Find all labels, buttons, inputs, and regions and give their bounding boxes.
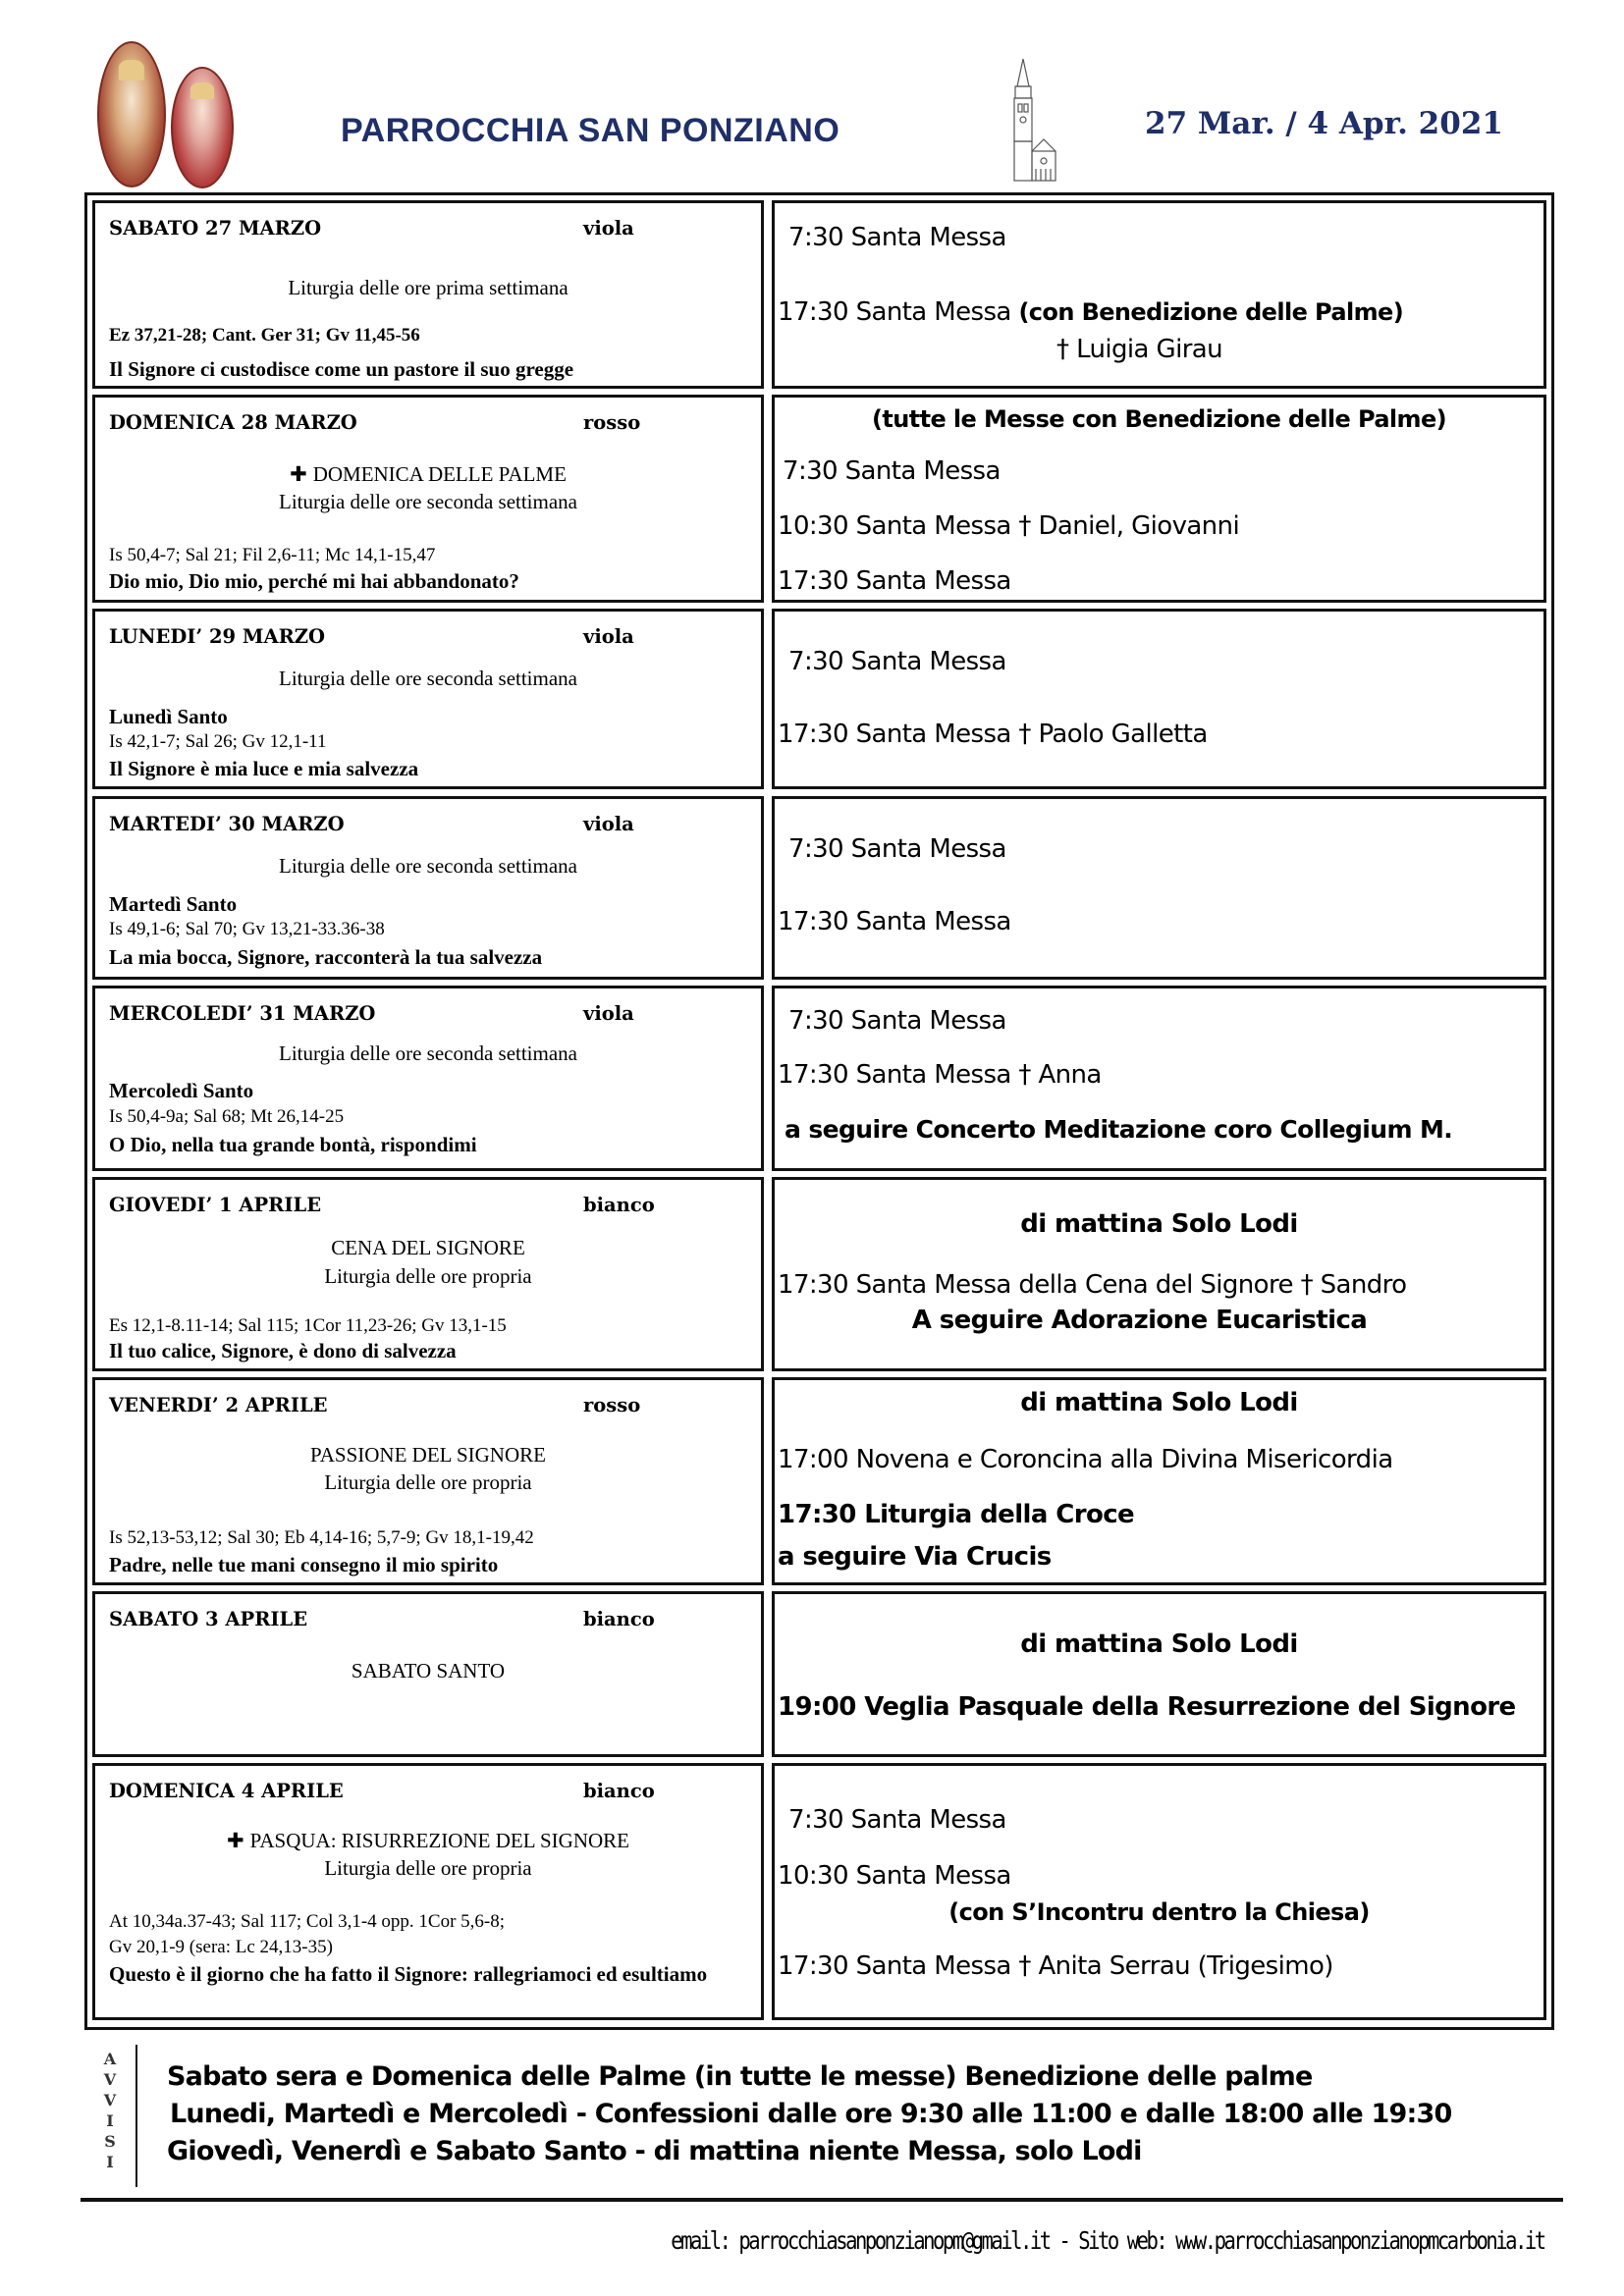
readings-continued: Gv 20,1-9 (sera: Lc 24,13-35) bbox=[109, 1937, 333, 1957]
liturgical-color: viola bbox=[583, 813, 634, 835]
mass-schedule-cell bbox=[772, 796, 1546, 980]
schedule-item: 10:30 Santa Messa † Daniel, Giovanni bbox=[778, 511, 1240, 541]
liturgical-color: viola bbox=[583, 217, 634, 240]
cross-icon: ✚ bbox=[227, 1829, 244, 1852]
schedule-item: 17:30 Santa Messa † Paolo Galletta bbox=[778, 720, 1208, 749]
schedule-note: (con Benedizione delle Palme) bbox=[1018, 298, 1404, 326]
madonna-medallion-icon bbox=[171, 67, 234, 188]
feast-name: CENA DEL SIGNORE bbox=[331, 1236, 525, 1259]
schedule-item: 7:30 Santa Messa bbox=[788, 223, 1006, 252]
readings: Is 49,1-6; Sal 70; Gv 13,21-33.36-38 bbox=[109, 919, 385, 939]
mass-schedule-cell bbox=[772, 200, 1546, 389]
day-title: LUNEDI’ 29 MARZO bbox=[109, 625, 326, 648]
schedule-item: 17:30 Santa Messa bbox=[778, 907, 1011, 936]
day-row bbox=[92, 986, 1546, 1171]
liturgy-hours: Liturgia delle ore propria bbox=[324, 1470, 532, 1494]
liturgy-hours: Liturgia delle ore seconda settimana bbox=[279, 490, 577, 513]
psalm-refrain: Il Signore è mia luce e mia salvezza bbox=[109, 757, 419, 780]
psalm-refrain: Padre, nelle tue mani consegno il mio spirito bbox=[109, 1553, 499, 1576]
psalm-refrain: La mia bocca, Signore, racconterà la tua salvezza bbox=[109, 945, 543, 969]
feast-name: SABATO SANTO bbox=[351, 1659, 506, 1682]
readings: Is 52,13-53,12; Sal 30; Eb 4,14-16; 5,7-9; Gv 18,1-19,42 bbox=[109, 1527, 534, 1548]
schedule-item: 7:30 Santa Messa bbox=[783, 456, 1001, 486]
psalm-refrain: Il Signore ci custodisce come un pastore il suo gregge bbox=[109, 357, 574, 381]
day-title: SABATO 27 MARZO bbox=[109, 217, 322, 240]
liturgical-color: bianco bbox=[583, 1780, 655, 1802]
weekly-schedule-table bbox=[84, 192, 1554, 2030]
schedule-note: di mattina Solo Lodi bbox=[1020, 1209, 1298, 1239]
mass-schedule-cell bbox=[772, 609, 1546, 789]
liturgy-cell bbox=[92, 986, 764, 1171]
liturgical-color: bianco bbox=[583, 1194, 655, 1216]
liturgy-hours: Liturgia delle ore propria bbox=[324, 1856, 532, 1880]
readings: Is 42,1-7; Sal 26; Gv 12,1-11 bbox=[109, 731, 327, 752]
day-title: GIOVEDI’ 1 APRILE bbox=[109, 1194, 322, 1216]
liturgical-color: bianco bbox=[583, 1608, 655, 1630]
day-title: VENERDI’ 2 APRILE bbox=[109, 1394, 328, 1416]
mass-schedule-cell bbox=[772, 1763, 1546, 2020]
liturgy-cell bbox=[92, 796, 764, 980]
page-header bbox=[0, 0, 1624, 187]
schedule-item: 17:30 Santa Messa bbox=[778, 566, 1011, 596]
schedule-item: 7:30 Santa Messa bbox=[788, 1805, 1006, 1835]
avvisi-letter: A bbox=[103, 2050, 117, 2068]
day-title: MERCOLEDI’ 31 MARZO bbox=[109, 1002, 376, 1025]
holy-day-name: Mercoledì Santo bbox=[109, 1079, 254, 1102]
mass-schedule-cell bbox=[772, 1377, 1546, 1585]
intention: † Luigia Girau bbox=[1056, 335, 1222, 364]
parish-name: PARROCCHIA SAN PONZIANO bbox=[341, 112, 840, 149]
mass-schedule-cell bbox=[772, 1591, 1546, 1757]
saint-ponziano-medallion-icon bbox=[97, 41, 166, 187]
mass-schedule-cell bbox=[772, 986, 1546, 1171]
schedule-item: 17:30 Santa Messa † Anita Serrau (Trigesimo) bbox=[778, 1951, 1333, 1981]
readings: Ez 37,21-28; Cant. Ger 31; Gv 11,45-56 bbox=[109, 325, 420, 346]
schedule-item: 7:30 Santa Messa bbox=[788, 1006, 1006, 1036]
liturgy-cell bbox=[92, 609, 764, 789]
day-title: DOMENICA 28 MARZO bbox=[109, 411, 357, 434]
day-row bbox=[92, 1591, 1546, 1757]
schedule-note: (con S’Incontru dentro la Chiesa) bbox=[948, 1898, 1370, 1926]
liturgy-cell bbox=[92, 200, 764, 389]
schedule-note: a seguire Via Crucis bbox=[778, 1542, 1052, 1572]
readings: At 10,34a.37-43; Sal 117; Col 3,1-4 opp. 1Cor 5,6-8; bbox=[109, 1911, 506, 1932]
day-row bbox=[92, 796, 1546, 980]
schedule-time-text: 17:30 Santa Messa bbox=[778, 297, 1011, 327]
notice-item: Lunedi, Martedì e Mercoledì - Confessioni dalle ore 9:30 alle 11:00 e dalle 18:00 alle 19:30 bbox=[170, 2099, 1452, 2129]
holy-day-name: Martedì Santo bbox=[109, 892, 238, 916]
schedule-item: 17:00 Novena e Coroncina alla Divina Misericordia bbox=[778, 1445, 1393, 1474]
liturgical-color: viola bbox=[583, 625, 634, 648]
liturgical-color: viola bbox=[583, 1002, 634, 1025]
psalm-refrain: O Dio, nella tua grande bontà, rispondimi bbox=[109, 1133, 477, 1156]
feast-title bbox=[95, 1829, 761, 1853]
day-title: SABATO 3 APRILE bbox=[109, 1608, 308, 1630]
notice-item: Sabato sera e Domenica delle Palme (in tutte le messe) Benedizione delle palme bbox=[167, 2061, 1313, 2092]
liturgy-hours: Liturgia delle ore seconda settimana bbox=[279, 1041, 577, 1065]
footer-contact: email: parrocchiasanponzianopm@gmail.it - Sito web: www.parrocchiasanponzianopmcarbonia.it bbox=[671, 2226, 1544, 2255]
bell-tower-icon bbox=[1001, 57, 1070, 183]
day-row bbox=[92, 1763, 1546, 2020]
schedule-item: 7:30 Santa Messa bbox=[788, 647, 1006, 676]
liturgy-cell bbox=[92, 1591, 764, 1757]
psalm-refrain: Dio mio, Dio mio, perché mi hai abbandonato? bbox=[109, 569, 519, 593]
readings: Is 50,4-9a; Sal 68; Mt 26,14-25 bbox=[109, 1106, 345, 1127]
feast-name: PASQUA: RISURREZIONE DEL SIGNORE bbox=[249, 1829, 629, 1852]
avvisi-letter: V bbox=[103, 2070, 117, 2089]
avvisi-letter: I bbox=[106, 2111, 114, 2130]
schedule-item: 10:30 Santa Messa bbox=[778, 1861, 1011, 1891]
feast-title bbox=[95, 462, 761, 487]
schedule-item: 17:30 Liturgia della Croce bbox=[778, 1500, 1135, 1529]
liturgy-hours: Liturgia delle ore propria bbox=[324, 1264, 532, 1288]
day-row bbox=[92, 1177, 1546, 1371]
liturgical-color: rosso bbox=[583, 1394, 641, 1416]
schedule-note: (tutte le Messe con Benedizione delle Palme) bbox=[872, 405, 1446, 433]
readings: Is 50,4-7; Sal 21; Fil 2,6-11; Mc 14,1-15,47 bbox=[109, 545, 436, 565]
readings: Es 12,1-8.11-14; Sal 115; 1Cor 11,23-26; Gv 13,1-15 bbox=[109, 1315, 507, 1336]
cross-icon: ✚ bbox=[290, 462, 307, 486]
psalm-refrain: Questo è il giorno che ha fatto il Signore: rallegriamoci ed esultiamo bbox=[109, 1962, 708, 1986]
day-row bbox=[92, 609, 1546, 789]
liturgy-hours: Liturgia delle ore seconda settimana bbox=[279, 667, 577, 690]
schedule-item: 7:30 Santa Messa bbox=[788, 834, 1006, 864]
liturgy-cell bbox=[92, 395, 764, 603]
schedule-item bbox=[778, 297, 1403, 327]
liturgy-hours: Liturgia delle ore seconda settimana bbox=[279, 854, 577, 878]
footer-divider bbox=[81, 2198, 1563, 2202]
schedule-note: a seguire Concerto Meditazione coro Collegium M. bbox=[785, 1115, 1453, 1144]
schedule-item: 17:30 Santa Messa della Cena del Signore † Sandro bbox=[778, 1270, 1407, 1300]
day-title: DOMENICA 4 APRILE bbox=[109, 1780, 344, 1802]
feast-name: PASSIONE DEL SIGNORE bbox=[310, 1443, 546, 1467]
schedule-note: di mattina Solo Lodi bbox=[1020, 1388, 1298, 1417]
schedule-item: 17:30 Santa Messa † Anna bbox=[778, 1060, 1102, 1090]
day-row bbox=[92, 395, 1546, 603]
notice-item: Giovedì, Venerdì e Sabato Santo - di mattina niente Messa, solo Lodi bbox=[167, 2136, 1142, 2166]
avvisi-letter: I bbox=[106, 2153, 114, 2171]
schedule-note: di mattina Solo Lodi bbox=[1020, 1629, 1298, 1659]
day-row bbox=[92, 1377, 1546, 1585]
date-range: 27 Mar. / 4 Apr. 2021 bbox=[1145, 106, 1503, 141]
mass-schedule-cell bbox=[772, 1177, 1546, 1371]
liturgy-cell bbox=[92, 1177, 764, 1371]
avvisi-letter: V bbox=[103, 2091, 117, 2109]
holy-day-name: Lunedì Santo bbox=[109, 705, 228, 728]
mass-schedule-cell bbox=[772, 395, 1546, 603]
liturgy-cell bbox=[92, 1763, 764, 2020]
liturgy-hours: Liturgia delle ore prima settimana bbox=[288, 276, 568, 299]
liturgy-cell bbox=[92, 1377, 764, 1585]
schedule-item: 19:00 Veglia Pasquale della Resurrezione del Signore bbox=[778, 1692, 1516, 1722]
psalm-refrain: Il tuo calice, Signore, è dono di salvezza bbox=[109, 1339, 457, 1362]
avvisi-divider bbox=[135, 2045, 137, 2187]
feast-name: DOMENICA DELLE PALME bbox=[312, 462, 567, 486]
avvisi-label bbox=[100, 2049, 120, 2172]
liturgical-color: rosso bbox=[583, 411, 641, 434]
schedule-note: A seguire Adorazione Eucaristica bbox=[911, 1306, 1368, 1335]
day-row bbox=[92, 200, 1546, 389]
avvisi-letter: S bbox=[104, 2132, 116, 2151]
day-title: MARTEDI’ 30 MARZO bbox=[109, 813, 345, 835]
